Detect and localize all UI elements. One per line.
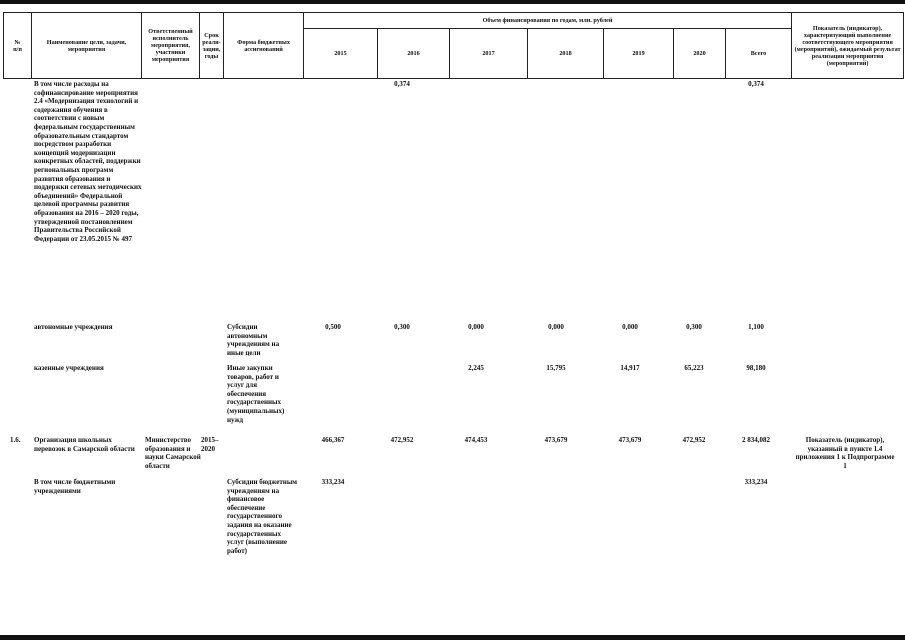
header-col-financing: Объем финансирования по годам, млн. рублей bbox=[304, 13, 792, 29]
row1-name: В том числе расходы на софинансирование мероприятия 2.4 «Модернизация технологий и содержания обучения в соответствии с новым федеральным государственным образовательным стандартом посредством разработки концепций модернизации конкретных областей, поддержки региональных программ развития образования и поддержки сетевых методических объединений» Федеральной целевой программы развития образования на 2016 – 2020 годы, утвержденной постановлением Правительства Российской Федерации от 23.05.2015 № 497 bbox=[34, 80, 142, 243]
header-year-2015: 2015 bbox=[304, 29, 378, 79]
scan-bottom-edge bbox=[0, 635, 905, 640]
row2-total: 1,100 bbox=[748, 323, 764, 331]
row2-2016: 0,300 bbox=[394, 323, 410, 331]
row2-2015: 0,500 bbox=[325, 323, 341, 331]
header-col-term: Срок реали-зации, годы bbox=[200, 13, 224, 79]
row1-2016: 0,374 bbox=[394, 80, 410, 88]
row5-name: В том числе бюджетными учреждениями bbox=[34, 478, 116, 495]
row3-total: 98,180 bbox=[746, 364, 766, 372]
scan-top-edge bbox=[0, 0, 905, 4]
row4-indicator: Показатель (индикатор), указанный в пункте 1.4 приложения 1 к Подпрограмме 1 bbox=[795, 436, 895, 470]
row3-2018: 15,795 bbox=[546, 364, 566, 372]
header-col-form: Форма бюджетных ассигнований bbox=[224, 13, 304, 79]
row5-total: 333,234 bbox=[744, 478, 768, 486]
row2-2018: 0,000 bbox=[548, 323, 564, 331]
row3-2020: 65,223 bbox=[684, 364, 704, 372]
row1-total: 0,374 bbox=[748, 80, 764, 88]
row4-total: 2 834,082 bbox=[742, 436, 770, 444]
row4-term: 2015– 2020 bbox=[201, 436, 219, 453]
row4-2015: 466,367 bbox=[321, 436, 345, 444]
row4-2020: 472,952 bbox=[682, 436, 706, 444]
row4-2018: 473,679 bbox=[544, 436, 568, 444]
header-col-name: Наименование цели, задачи, мероприятия bbox=[32, 13, 142, 79]
row4-responsible: Министерство образования и науки Самарской области bbox=[145, 436, 201, 470]
row3-2017: 2,245 bbox=[468, 364, 484, 372]
row2-form: Субсидии автономным учреждениям на иные цели bbox=[227, 323, 280, 357]
row3-name: казенные учреждения bbox=[34, 364, 104, 372]
header-year-2018: 2018 bbox=[528, 29, 604, 79]
row2-2019: 0,000 bbox=[622, 323, 638, 331]
row5-2015: 333,234 bbox=[321, 478, 345, 486]
row2-2017: 0,000 bbox=[468, 323, 484, 331]
header-year-2017: 2017 bbox=[450, 29, 528, 79]
row3-2019: 14,917 bbox=[620, 364, 640, 372]
row4-2019: 473,679 bbox=[618, 436, 642, 444]
header-col-indicator: Показатель (индикатор), характеризующий выполнение соответствующего мероприятия (мероприятий), ожидаемый результат реализации мероприятия (мероприятий) bbox=[792, 13, 904, 79]
header-year-2016: 2016 bbox=[378, 29, 450, 79]
row3-form: Иные закупки товаров, работ и услуг для обеспечения государственных (муниципальных) нужд bbox=[227, 364, 285, 424]
header-col-responsible: Ответственный исполнитель мероприятия, участники мероприятия bbox=[142, 13, 200, 79]
row5-form: Субсидии бюджетным учреждениям на финансовое обеспечение государственного задания на оказание государственных услуг (выполнение работ) bbox=[227, 478, 298, 555]
row4-2016: 472,952 bbox=[390, 436, 414, 444]
header-col-no: № п/п bbox=[4, 13, 32, 79]
header-year-2020: 2020 bbox=[674, 29, 726, 79]
row4-name: Организация школьных перевозок в Самарской области bbox=[34, 436, 135, 453]
header-year-total: Всего bbox=[726, 29, 792, 79]
row4-number: 1.6. bbox=[10, 436, 21, 444]
row2-name: автономные учреждения bbox=[34, 323, 113, 331]
header-year-2019: 2019 bbox=[604, 29, 674, 79]
row4-2017: 474,453 bbox=[464, 436, 488, 444]
row2-2020: 0,300 bbox=[686, 323, 702, 331]
table-header bbox=[3, 12, 903, 79]
